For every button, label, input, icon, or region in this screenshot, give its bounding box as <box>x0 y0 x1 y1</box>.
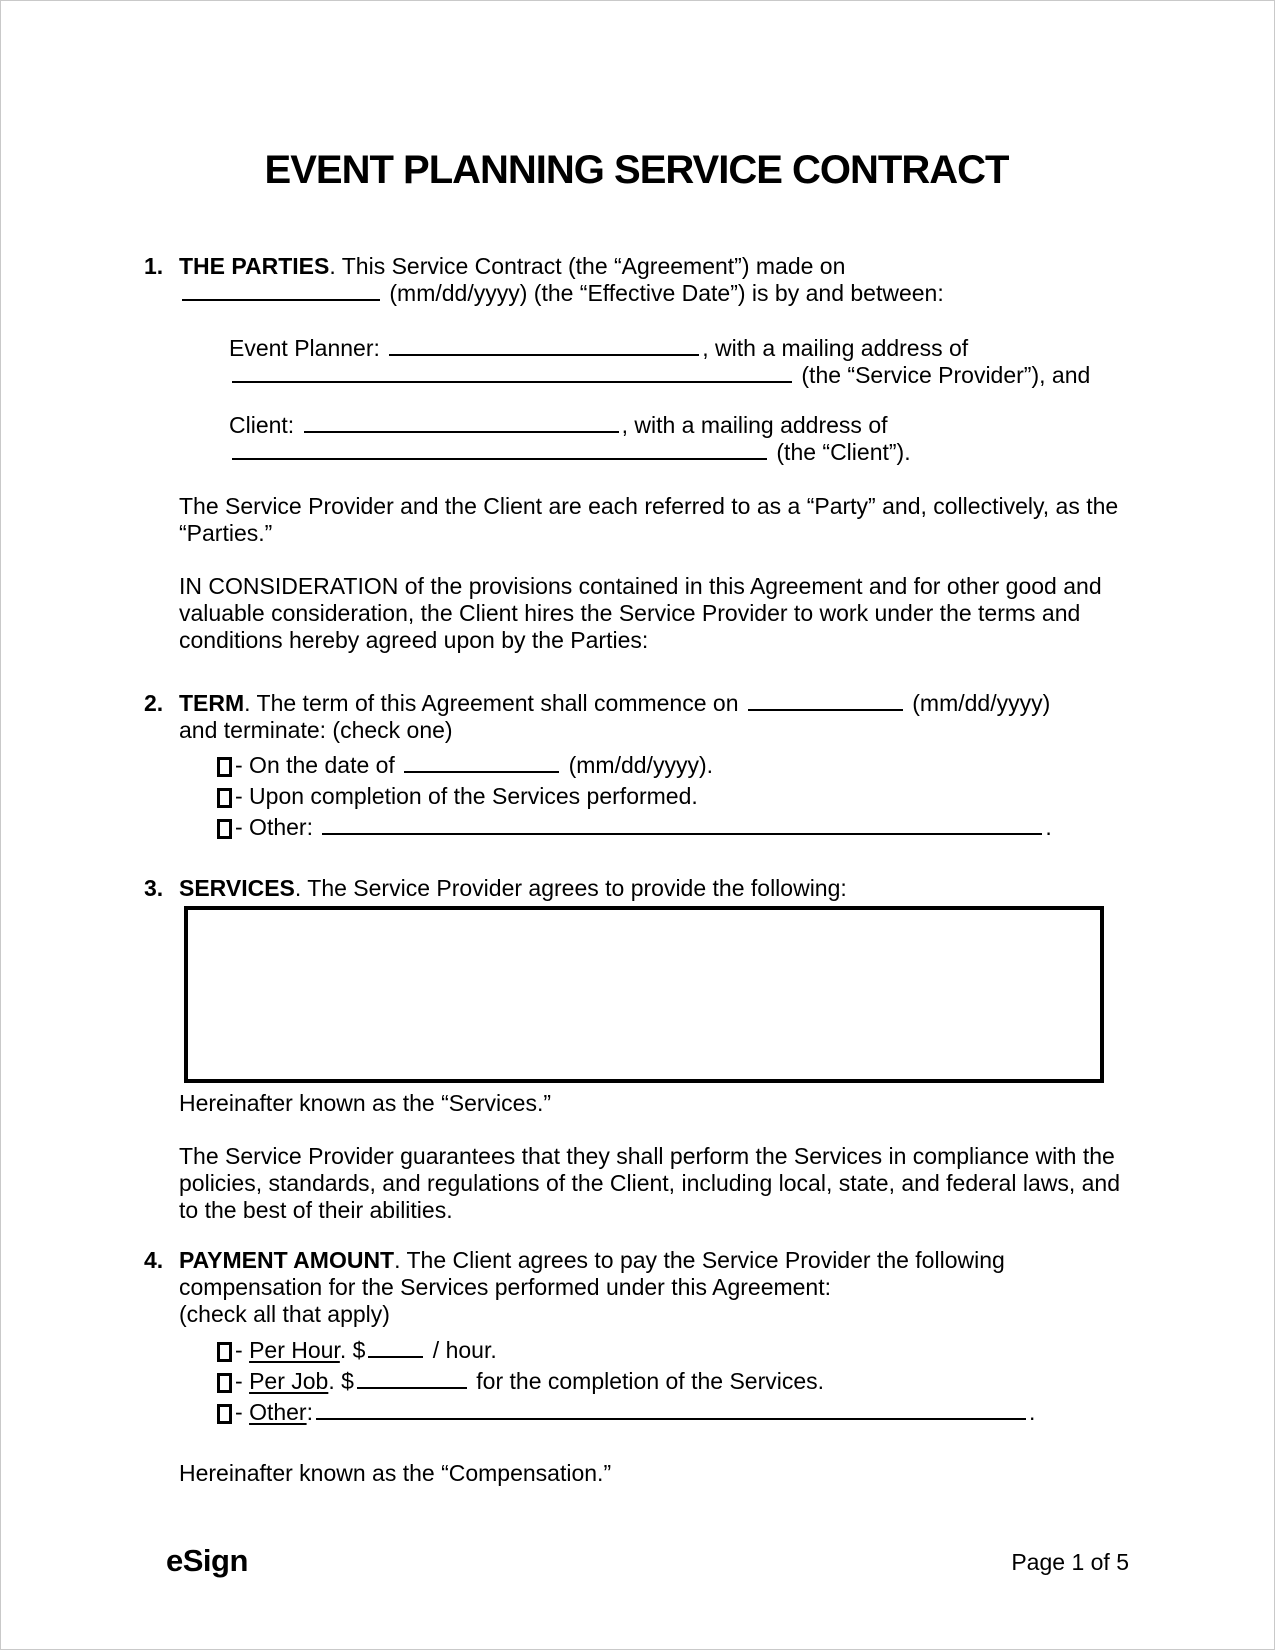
term-start-date-field[interactable] <box>748 692 903 711</box>
termination-date-field[interactable] <box>404 754 559 773</box>
section-services <box>144 875 1129 1224</box>
section-number: 2. <box>144 690 164 716</box>
section-number: 1. <box>144 253 164 279</box>
checkbox-payment-other[interactable] <box>217 1404 232 1424</box>
term-option-other: - Other: . <box>217 812 1129 843</box>
document-title: EVENT PLANNING SERVICE CONTRACT <box>264 148 1009 192</box>
payment-options <box>179 1335 1129 1428</box>
services-intro: SERVICES. The Service Provider agrees to provide the following: <box>179 875 847 901</box>
event-planner-name-field[interactable] <box>389 337 699 356</box>
per-job-amount-field[interactable] <box>357 1370 467 1389</box>
payment-option-per-hour: - Per Hour. $ / hour. <box>217 1335 1129 1366</box>
parties-intro: THE PARTIES. This Service Contract (the “Agreement”) made on (mm/dd/yyyy) (the “Effective Date”) is by and between: <box>179 253 944 306</box>
client-line: Client: , with a mailing address of (the “Client”). <box>229 412 911 465</box>
parties-definition-paragraph: The Service Provider and the Client are each referred to as a “Party” and, collectively, as the “Parties.” <box>179 493 1119 546</box>
payment-intro: PAYMENT AMOUNT. The Client agrees to pay the Service Provider the following compensation for the Services performed under this Agreement: (check all that apply) <box>179 1247 1005 1327</box>
payment-option-per-job: - Per Job. $ for the completion of the Services. <box>217 1366 1129 1397</box>
term-other-field[interactable] <box>322 816 1042 835</box>
term-option-completion: - Upon completion of the Services performed. <box>217 781 1129 812</box>
checkbox-per-job[interactable] <box>217 1373 232 1393</box>
per-hour-label: Per Hour <box>249 1337 340 1363</box>
section-term <box>144 690 1129 843</box>
checkbox-on-date[interactable] <box>217 757 232 777</box>
payment-other-label: Other <box>249 1399 307 1425</box>
term-option-on-date: - On the date of (mm/dd/yyyy). <box>217 750 1129 781</box>
effective-date-field[interactable] <box>182 282 380 301</box>
client-name-field[interactable] <box>304 414 619 433</box>
event-planner-line: Event Planner: , with a mailing address of (the “Service Provider”), and <box>229 335 1091 388</box>
event-planner-address-field[interactable] <box>232 364 792 383</box>
section-number: 3. <box>144 875 164 901</box>
term-intro: TERM. The term of this Agreement shall commence on (mm/dd/yyyy) and terminate: (check one) <box>179 690 1051 743</box>
section-heading: SERVICES <box>179 875 295 901</box>
consideration-paragraph: IN CONSIDERATION of the provisions contained in this Agreement and for other good and valuable consideration, the Client hires the Service Provider to work under the terms and conditions hereby agreed upon by the Parties: <box>179 573 1102 653</box>
client-address-field[interactable] <box>232 441 767 460</box>
payment-option-other: - Other: . <box>217 1397 1129 1428</box>
per-job-label: Per Job <box>249 1368 329 1394</box>
payment-other-field[interactable] <box>316 1401 1026 1420</box>
services-guarantee-paragraph: The Service Provider guarantees that they shall perform the Services in compliance with the policies, standards, and regulations of the Client, including local, state, and federal laws, and to the best of their abilities. <box>179 1143 1121 1223</box>
per-hour-rate-field[interactable] <box>368 1339 423 1358</box>
section-number: 4. <box>144 1247 164 1273</box>
esign-logo: eSign <box>166 1543 248 1578</box>
checkbox-per-hour[interactable] <box>217 1342 232 1362</box>
page-indicator: Page 1 of 5 <box>1011 1549 1129 1575</box>
section-heading: PAYMENT AMOUNT <box>179 1247 395 1273</box>
compensation-definition: Hereinafter known as the “Compensation.” <box>179 1460 612 1486</box>
services-input-box[interactable] <box>184 906 1104 1083</box>
section-parties <box>144 253 1129 654</box>
term-options <box>179 750 1129 843</box>
section-heading: THE PARTIES <box>179 253 330 279</box>
services-definition: Hereinafter known as the “Services.” <box>179 1090 551 1116</box>
checkbox-term-other[interactable] <box>217 819 232 839</box>
checkbox-completion[interactable] <box>217 788 232 808</box>
section-heading: TERM <box>179 690 245 716</box>
section-payment <box>144 1247 1129 1487</box>
